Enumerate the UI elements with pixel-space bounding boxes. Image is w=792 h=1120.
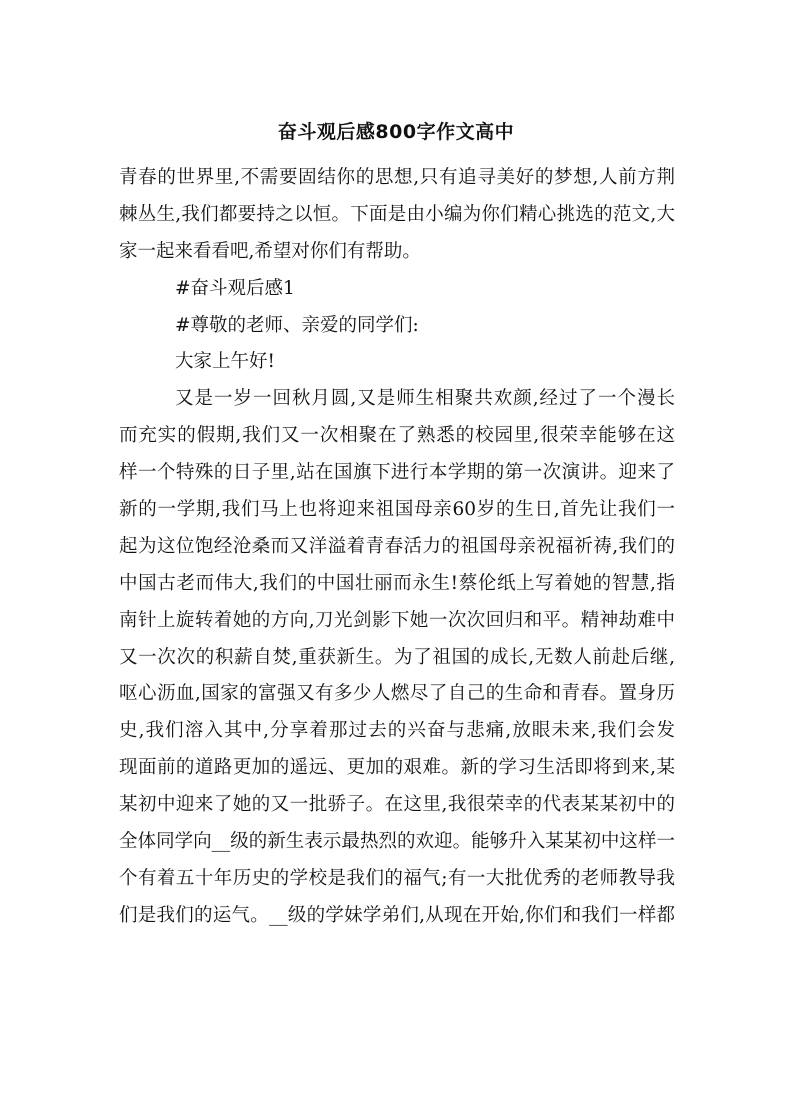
text-line: 大家上午好! — [175, 351, 275, 373]
text-line: 现面前的道路更加的遥远、更加的艰难。新的学习生活即将到来,某 — [119, 757, 675, 779]
text-line: 全体同学向__级的新生表示最热烈的欢迎。能够升入某某初中这样一 — [119, 831, 675, 853]
text-line: 新的一学期,我们马上也将迎来祖国母亲60岁的生日,首先让我们一 — [119, 499, 675, 521]
text-line: 而充实的假期,我们又一次相聚在了熟悉的校园里,很荣幸能够在这 — [119, 425, 675, 447]
text-line: 某初中迎来了她的又一批骄子。在这里,我很荣幸的代表某某初中的 — [119, 794, 675, 816]
text-line: 史,我们溶入其中,分享着那过去的兴奋与悲痛,放眼未来,我们会发 — [119, 720, 675, 742]
text-line: 棘丛生,我们都要持之以恒。下面是由小编为你们精心挑选的范文,大 — [119, 203, 675, 225]
text-line: #奋斗观后感1 — [175, 277, 295, 299]
text-line: 样一个特殊的日子里,站在国旗下进行本学期的第一次演讲。迎来了 — [119, 462, 675, 484]
text-line: 中国古老而伟大,我们的中国壮丽而永生!蔡伦纸上写着她的智慧,指 — [119, 572, 675, 594]
text-line: 南针上旋转着她的方向,刀光剑影下她一次次回归和平。精神劫难中 — [119, 609, 675, 631]
text-line: #尊敬的老师、亲爱的同学们: — [175, 314, 419, 336]
text-line: 们是我们的运气。__级的学妹学弟们,从现在开始,你们和我们一样都 — [119, 904, 675, 926]
text-line: 呕心沥血,国家的富强又有多少人燃尽了自己的生命和青春。置身历 — [119, 683, 675, 705]
text-line: 又是一岁一回秋月圆,又是师生相聚共欢颜,经过了一个漫长 — [175, 388, 675, 410]
text-line: 个有着五十年历史的学校是我们的福气;有一大批优秀的老师教导我 — [119, 867, 675, 889]
text-line: 又一次次的积薪自焚,重获新生。为了祖国的成长,无数人前赴后继, — [119, 646, 675, 668]
text-line: 起为这位饱经沧桑而又洋溢着青春活力的祖国母亲祝福祈祷,我们的 — [119, 535, 675, 557]
text-line: 青春的世界里,不需要固结你的思想,只有追寻美好的梦想,人前方荆 — [119, 167, 675, 188]
text-line: 家一起来看看吧,希望对你们有帮助。 — [119, 240, 421, 262]
document-title: 奋斗观后感800字作文高中 — [277, 121, 515, 143]
document-body — [119, 160, 675, 935]
